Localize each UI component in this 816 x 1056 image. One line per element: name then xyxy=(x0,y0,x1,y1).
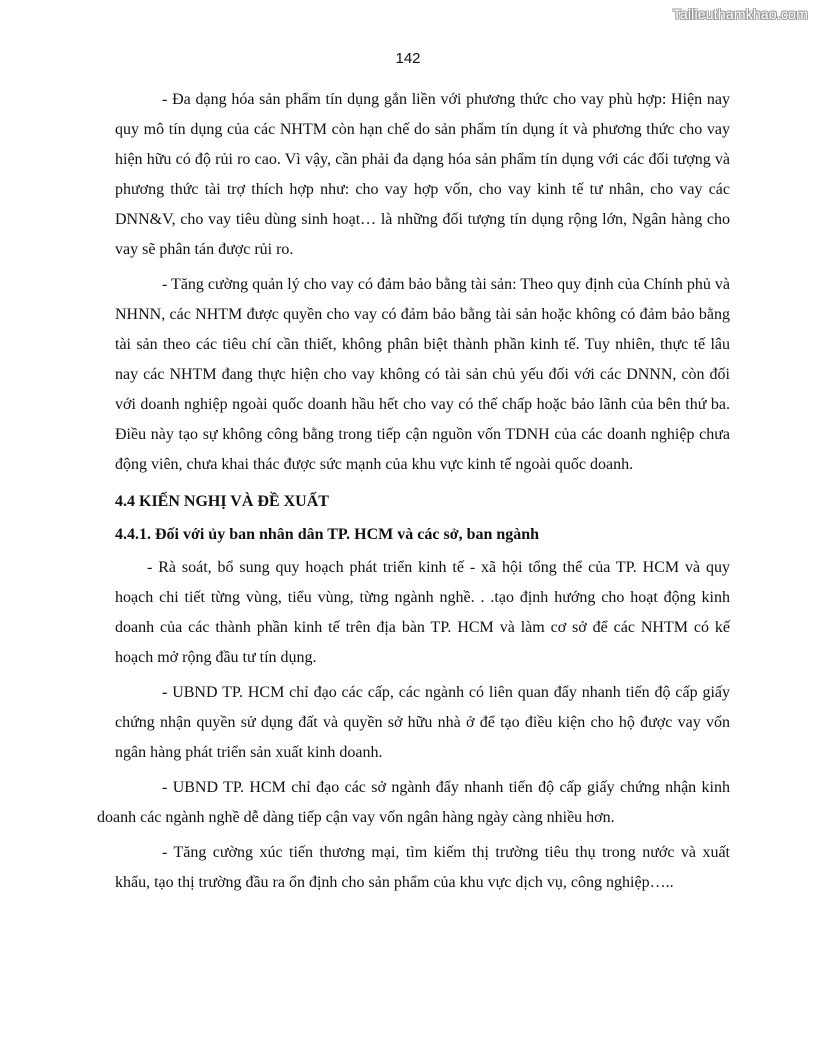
paragraph-ubnd-land-text: UBND TP. HCM chỉ đạo các cấp, các ngành có liên quan đẩy nhanh tiến độ cấp giấy chứng nhận quyền sử dụng đất và quyền sở hữu nhà ở để tạo điều kiện cho hộ được vay vốn ngân hàng phát triển sản xuất kinh doanh. xyxy=(115,684,730,761)
page-number: 142 xyxy=(395,50,421,67)
subsection-heading: 4.4.1. Đối với ủy ban nhân dân TP. HCM và các sở, ban ngành xyxy=(115,526,540,543)
section-heading: 4.4 KIẾN NGHỊ VÀ ĐỀ XUẤT xyxy=(115,493,329,510)
paragraph-ubnd-business-licenses: - UBND TP. HCM chỉ đạo các sở ngành đẩy nhanh tiến độ cấp giấy chứng nhận kinh doanh các ngành nghề dễ dàng tiếp cận vay vốn ngân hàng ngày càng nhiều hơn. xyxy=(97,779,730,826)
paragraph-diversify-credit: - Đa dạng hóa sản phẩm tín dụng gắn liền với phương thức cho vay phù hợp: Hiện nay quy mô tín dụng của các NHTM còn hạn chế do sản phẩm tín dụng ít và phương thức cho vay hiện hữu có độ rủi ro cao. Vì vậy, cần phải đa dạng hóa sản phẩm tín dụng với các đối tượng và phương thức tài trợ thích hợp như: cho vay hợp vốn, cho vay kinh tế tư nhân, cho vay các DNN&V, cho vay tiêu dùng sinh hoạt… là những đối tượng tín dụng rộng lớn, Ngân hàng cho vay sẽ phân tán được rủi ro. xyxy=(115,91,730,258)
paragraph-secured-lending: - Tăng cường quản lý cho vay có đảm bảo bằng tài sản: Theo quy định của Chính phủ và NHNN, các NHTM được quyền cho vay có đảm bảo bằng tài sản hoặc không có đảm bảo bằng tài sản theo các tiêu chí cần thiết, không phân biệt thành phần kinh tế. Tuy nhiên, thực tế lâu nay các NHTM đang thực hiện cho vay không có tài sản chủ yếu đối với các DNNN, còn đối với doanh nghiệp ngoài quốc doanh hầu hết cho vay có thế chấp hoặc bảo lãnh của bên thứ ba. Điều này tạo sự không công bằng trong tiếp cận nguồn vốn TDNH của các doanh nghiệp chưa động viên, chưa khai thác được sức mạnh của khu vực kinh tế ngoài quốc doanh. xyxy=(115,276,730,473)
paragraph-ubnd-land-certificates xyxy=(115,678,730,768)
document-body xyxy=(97,85,730,903)
bold-dash: - xyxy=(162,684,168,701)
watermark: Tailieuthamkhao.com xyxy=(672,6,808,22)
paragraph-trade-promotion: - Tăng cường xúc tiến thương mại, tìm kiếm thị trường tiêu thụ trong nước và xuất khẩu, tạo thị trường đầu ra ổn định cho sản phẩm của khu vực dịch vụ, công nghiệp….. xyxy=(115,844,730,891)
paragraph-review-planning: - Rà soát, bổ sung quy hoạch phát triển kinh tế - xã hội tổng thể của TP. HCM và quy hoạch chi tiết từng vùng, tiểu vùng, từng ngành nghề. . .tạo định hướng cho hoạt động kinh doanh của các thành phần kinh tế trên địa bàn TP. HCM và làm cơ sở để các NHTM có kế hoạch mở rộng đầu tư tín dụng. xyxy=(115,559,730,666)
